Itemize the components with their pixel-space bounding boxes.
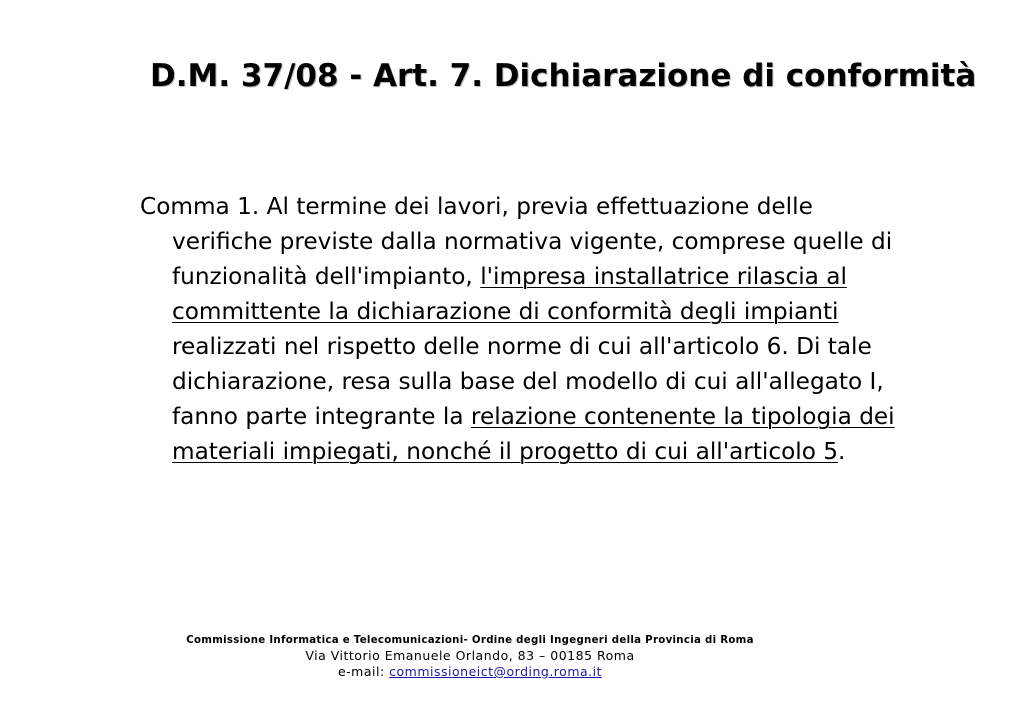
underlined-text-1: l'impresa installatrice rilascia al committente la dichiarazione di conformità degli impianti xyxy=(172,263,847,325)
slide-title: D.M. 37/08 - Art. 7. Dichiarazione di conformità xyxy=(150,58,977,94)
paragraph-text-1: Comma 1. Al termine dei lavori, previa effettuazione delle verifiche previste dalla normativa vigente, comprese quelle di funzionalità dell'impianto, xyxy=(140,193,893,290)
paragraph-text-3: . xyxy=(838,438,846,465)
email-label: e-mail: xyxy=(337,664,390,679)
paragraph-text-2: realizzati nel rispetto delle norme di cui all'articolo 6. Di tale dichiarazione, resa sulla base del modello di cui all'allegato I, fanno parte integrante la xyxy=(172,333,884,430)
comma-1-paragraph xyxy=(140,189,915,469)
underlined-text-2: relazione contenente la tipologia dei materiali impiegati, nonché il progetto di cui all'articolo 5 xyxy=(172,403,895,465)
email-link[interactable]: commissioneict@ording.roma.it xyxy=(389,664,603,679)
footer-address: Via Vittorio Emanuele Orlando, 83 – 00185 Roma xyxy=(305,648,635,663)
article-text xyxy=(140,189,915,469)
footer-email-line xyxy=(160,664,780,680)
footer-organization: Commissione Informatica e Telecomunicazioni- Ordine degli Ingegneri della Provincia di Roma xyxy=(186,635,754,646)
footer xyxy=(160,633,780,680)
